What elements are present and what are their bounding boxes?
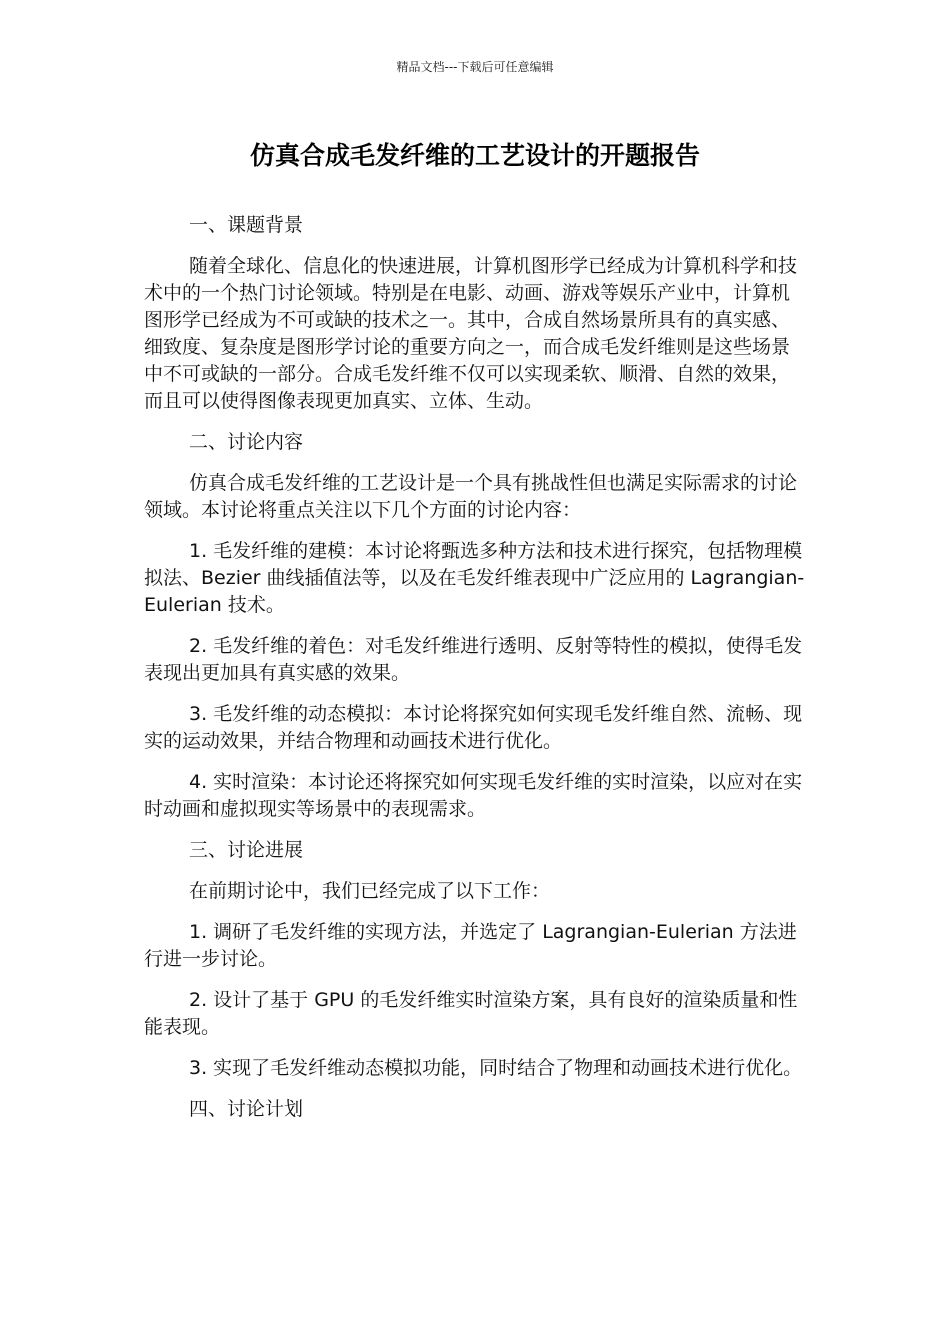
list-item-content-3: 3. 毛发纤维的动态模拟：本讨论将探究如何实现毛发纤维自然、流畅、现实的运动效果，并结合物理和动画技术进行优化。 xyxy=(144,703,803,752)
paragraph-progress-intro: 在前期讨论中，我们已经完成了以下工作： xyxy=(189,880,551,902)
section-heading-plan: 四、讨论计划 xyxy=(189,1098,304,1120)
document-body xyxy=(144,212,808,1137)
header-note: 精品文档---下载后可任意编辑 xyxy=(396,60,554,74)
paragraph-content-intro: 仿真合成毛发纤维的工艺设计是一个具有挑战性但也满足实际需求的讨论领域。本讨论将重点关注以下几个方面的讨论内容： xyxy=(144,472,798,521)
section-heading-background: 一、课题背景 xyxy=(189,214,304,236)
paragraph-background: 随着全球化、信息化的快速进展，计算机图形学已经成为计算机科学和技术中的一个热门讨论领域。特别是在电影、动画、游戏等娱乐产业中，计算机图形学已经成为不可或缺的技术之一。其中，合成自然场景所具有的真实感、细致度、复杂度是图形学讨论的重要方向之一，而合成毛发纤维则是这些场景中不可或缺的一部分。合成毛发纤维不仅可以实现柔软、顺滑、自然的效果，而且可以使得图像表现更加真实、立体、生动。 xyxy=(144,255,798,412)
list-item-content-4: 4. 实时渲染：本讨论还将探究如何实现毛发纤维的实时渲染，以应对在实时动画和虚拟现实等场景中的表现需求。 xyxy=(144,771,803,820)
list-item-progress-3: 3. 实现了毛发纤维动态模拟功能，同时结合了物理和动画技术进行优化。 xyxy=(189,1057,803,1079)
section-heading-content: 二、讨论内容 xyxy=(189,431,304,453)
document-title: 仿真合成毛发纤维的工艺设计的开题报告 xyxy=(249,141,700,170)
list-item-content-1: 1. 毛发纤维的建模：本讨论将甄选多种方法和技术进行探究，包括物理模拟法、Bezier 曲线插值法等，以及在毛发纤维表现中广泛应用的 Lagrangian-Eulerian 技术。 xyxy=(144,540,805,616)
list-item-progress-2: 2. 设计了基于 GPU 的毛发纤维实时渲染方案，具有良好的渲染质量和性能表现。 xyxy=(144,989,798,1038)
section-heading-progress: 三、讨论进展 xyxy=(189,839,304,861)
list-item-progress-1: 1. 调研了毛发纤维的实现方法，并选定了 Lagrangian-Eulerian 方法进行进一步讨论。 xyxy=(144,921,797,970)
list-item-content-2: 2. 毛发纤维的着色：对毛发纤维进行透明、反射等特性的模拟，使得毛发表现出更加具有真实感的效果。 xyxy=(144,635,803,684)
